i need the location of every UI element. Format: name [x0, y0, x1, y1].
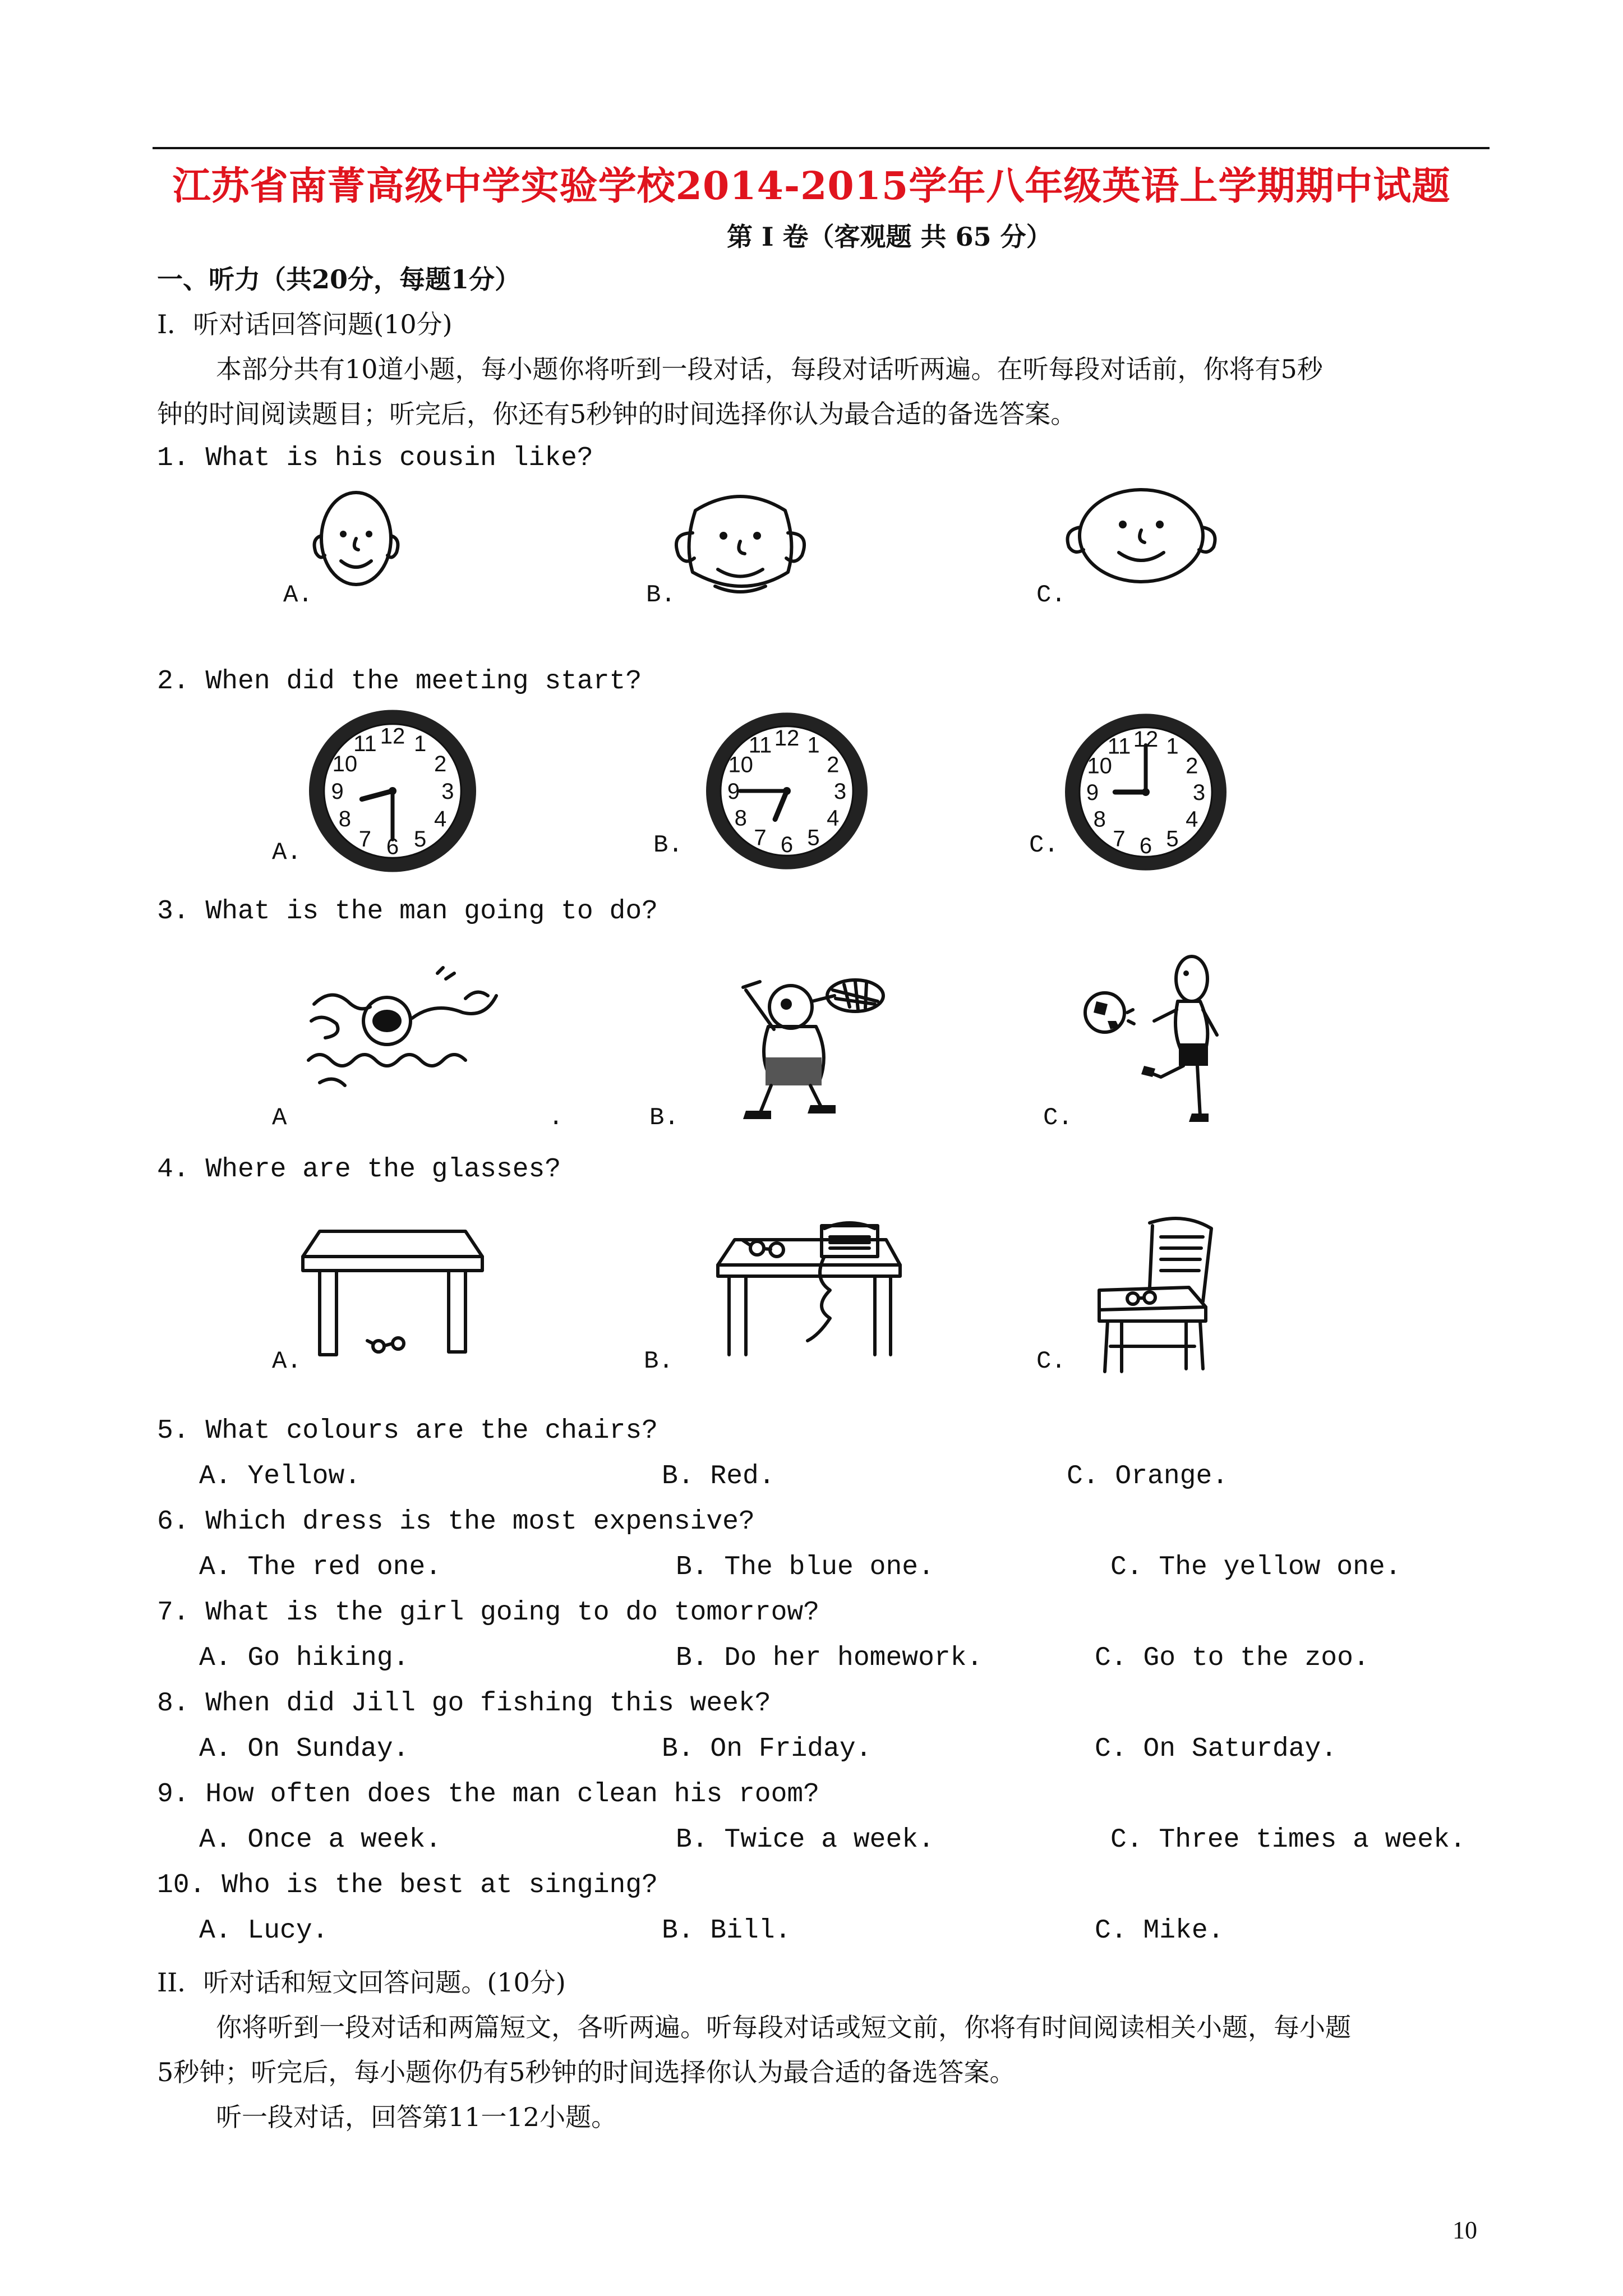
clock-number: 3	[833, 779, 847, 804]
section-heading: 一、听力（共20分，每题1分）	[157, 264, 521, 295]
q9-option-b[interactable]: B. Twice a week.	[676, 1825, 934, 1855]
part2-heading: II．听对话和短文回答问题。(10分)	[157, 1967, 566, 1998]
q8-option-c[interactable]: C. On Saturday.	[1095, 1734, 1338, 1764]
glasses-on-chair-picture	[1082, 1212, 1251, 1380]
clock-center	[1142, 788, 1150, 796]
clock-number: 11	[748, 733, 772, 758]
q9-option-c[interactable]: C. Three times a week.	[1110, 1825, 1466, 1855]
clock-number: 5	[807, 825, 820, 850]
q10-option-a[interactable]: A. Lucy.	[199, 1916, 329, 1946]
q7-option-b[interactable]: B. Do her homework.	[676, 1643, 983, 1673]
clock-number: 4	[827, 806, 840, 831]
clock-number: 8	[338, 807, 351, 832]
clock-number: 5	[414, 827, 427, 852]
tennis-player-picture	[712, 973, 897, 1125]
q5-option-b[interactable]: B. Red.	[662, 1461, 775, 1492]
bald-face-round-picture	[1060, 488, 1223, 589]
clock-number: 3	[1192, 780, 1206, 805]
q6-option-c[interactable]: C. The yellow one.	[1110, 1552, 1401, 1582]
clock-number: 6	[386, 834, 399, 859]
clock-center	[389, 787, 396, 795]
paper-subtitle: 第 I 卷（客观题 共 65 分）	[727, 222, 1052, 252]
clock-number: 2	[434, 751, 447, 776]
page-number: 10	[1453, 2216, 1477, 2244]
q8-option-b[interactable]: B. On Friday.	[662, 1734, 872, 1764]
clock-number: 8	[1093, 807, 1106, 832]
question-7: 7. What is the girl going to do tomorrow?	[157, 1598, 819, 1628]
q3-option-b[interactable]: B.	[649, 1104, 679, 1132]
q3-option-c[interactable]: C.	[1043, 1104, 1073, 1132]
q2-option-b[interactable]: B.	[653, 831, 683, 859]
q10-option-c[interactable]: C. Mike.	[1095, 1916, 1224, 1946]
question-5: 5. What colours are the chairs?	[157, 1416, 658, 1446]
part1-instruction-line1: 本部分共有10道小题，每小题你将听到一段对话，每段对话听两遍。在听每段对话前，你将有5秒	[216, 354, 1323, 384]
clock-number: 12	[380, 724, 405, 749]
clock-number: 1	[807, 733, 820, 758]
clock-number: 5	[1166, 826, 1179, 852]
part2-instruction-line1: 你将听到一段对话和两篇短文，各听两遍。听每段对话或短文前，你将有时间阅读相关小题，每小题	[216, 2012, 1351, 2042]
football-player-picture	[1082, 948, 1251, 1133]
clock-number: 3	[441, 779, 454, 804]
clock-number: 7	[754, 825, 767, 850]
q5-option-c[interactable]: C. Orange.	[1067, 1461, 1229, 1492]
part1-instruction-line2: 钟的时间阅读题目；听完后，你还有5秒钟的时间选择你认为最合适的备选答案。	[157, 399, 1077, 429]
clock-number: 6	[1139, 834, 1152, 859]
q6-option-b[interactable]: B. The blue one.	[676, 1552, 934, 1582]
q3-stray-dot: .	[548, 1104, 564, 1132]
question-1: 1. What is his cousin like?	[157, 443, 593, 473]
part2-instruction-line3: 听一段对话，回答第11一12小题。	[216, 2102, 617, 2132]
q1-option-a[interactable]: A.	[283, 581, 313, 609]
question-3: 3. What is the man going to do?	[157, 896, 658, 927]
q4-option-b[interactable]: B.	[644, 1347, 674, 1375]
q7-option-a[interactable]: A. Go hiking.	[199, 1643, 409, 1673]
q2-option-a[interactable]: A.	[272, 839, 302, 867]
page-title: 江苏省南菁高级中学实验学校2014-2015学年八年级英语上学期期中试题	[172, 164, 1451, 209]
q9-option-a[interactable]: A. Once a week.	[199, 1825, 442, 1855]
clock-number: 12	[774, 725, 800, 751]
question-2: 2. When did the meeting start?	[157, 666, 642, 697]
q3-option-a[interactable]: A	[272, 1104, 287, 1132]
clock-number: 7	[358, 827, 371, 852]
clock-number: 7	[1113, 826, 1126, 852]
part2-instruction-line2: 5秒钟；听完后，每小题你仍有5秒钟的时间选择你认为最合适的备选答案。	[157, 2057, 1016, 2087]
glasses-under-table-picture	[297, 1220, 488, 1366]
clock-half-past-eight-picture	[300, 704, 485, 878]
question-10: 10. Who is the best at singing?	[157, 1870, 658, 1901]
clock-number: 1	[414, 731, 427, 756]
clock-number: 10	[728, 752, 753, 777]
header-rule	[153, 147, 1490, 149]
q4-option-c[interactable]: C.	[1036, 1347, 1066, 1375]
clock-number: 8	[734, 806, 747, 831]
swimming-man-picture	[303, 965, 510, 1094]
clock-number: 4	[1186, 807, 1198, 832]
q4-option-a[interactable]: A.	[272, 1347, 302, 1375]
q1-option-c[interactable]: C.	[1036, 581, 1066, 609]
q2-option-c[interactable]: C.	[1029, 831, 1059, 859]
clock-number: 9	[727, 779, 740, 804]
clock-number: 1	[1166, 734, 1179, 759]
glasses-on-table-picture	[712, 1217, 903, 1369]
question-6: 6. Which dress is the most expensive?	[157, 1507, 755, 1537]
clock-number: 2	[827, 752, 840, 777]
q6-option-a[interactable]: A. The red one.	[199, 1552, 442, 1582]
clock-number: 4	[434, 807, 447, 832]
clock-number: 11	[1107, 734, 1131, 759]
q7-option-c[interactable]: C. Go to the zoo.	[1095, 1643, 1370, 1673]
q10-option-b[interactable]: B. Bill.	[662, 1916, 791, 1946]
clock-number: 9	[1086, 780, 1099, 805]
question-4: 4. Where are the glasses?	[157, 1154, 561, 1185]
clock-number: 10	[1087, 753, 1112, 779]
bald-face-square-picture	[662, 488, 819, 606]
clock-number: 9	[331, 779, 344, 804]
clock-nine-oclock-picture	[1059, 708, 1233, 876]
clock-number: 12	[1133, 726, 1159, 752]
clock-center	[783, 787, 791, 795]
clock-number: 10	[332, 751, 358, 776]
q8-option-a[interactable]: A. On Sunday.	[199, 1734, 409, 1764]
question-8: 8. When did Jill go fishing this week?	[157, 1688, 771, 1719]
q1-option-b[interactable]: B.	[646, 581, 676, 609]
clock-six-forty-five-picture	[694, 707, 879, 875]
clock-number: 2	[1186, 753, 1198, 779]
clock-number: 6	[780, 832, 794, 858]
clock-number: 11	[353, 731, 377, 756]
bald-face-narrow-picture	[303, 482, 415, 606]
q5-option-a[interactable]: A. Yellow.	[199, 1461, 361, 1492]
part1-heading: I．听对话回答问题(10分)	[157, 309, 453, 339]
question-9: 9. How often does the man clean his room?	[157, 1779, 819, 1810]
